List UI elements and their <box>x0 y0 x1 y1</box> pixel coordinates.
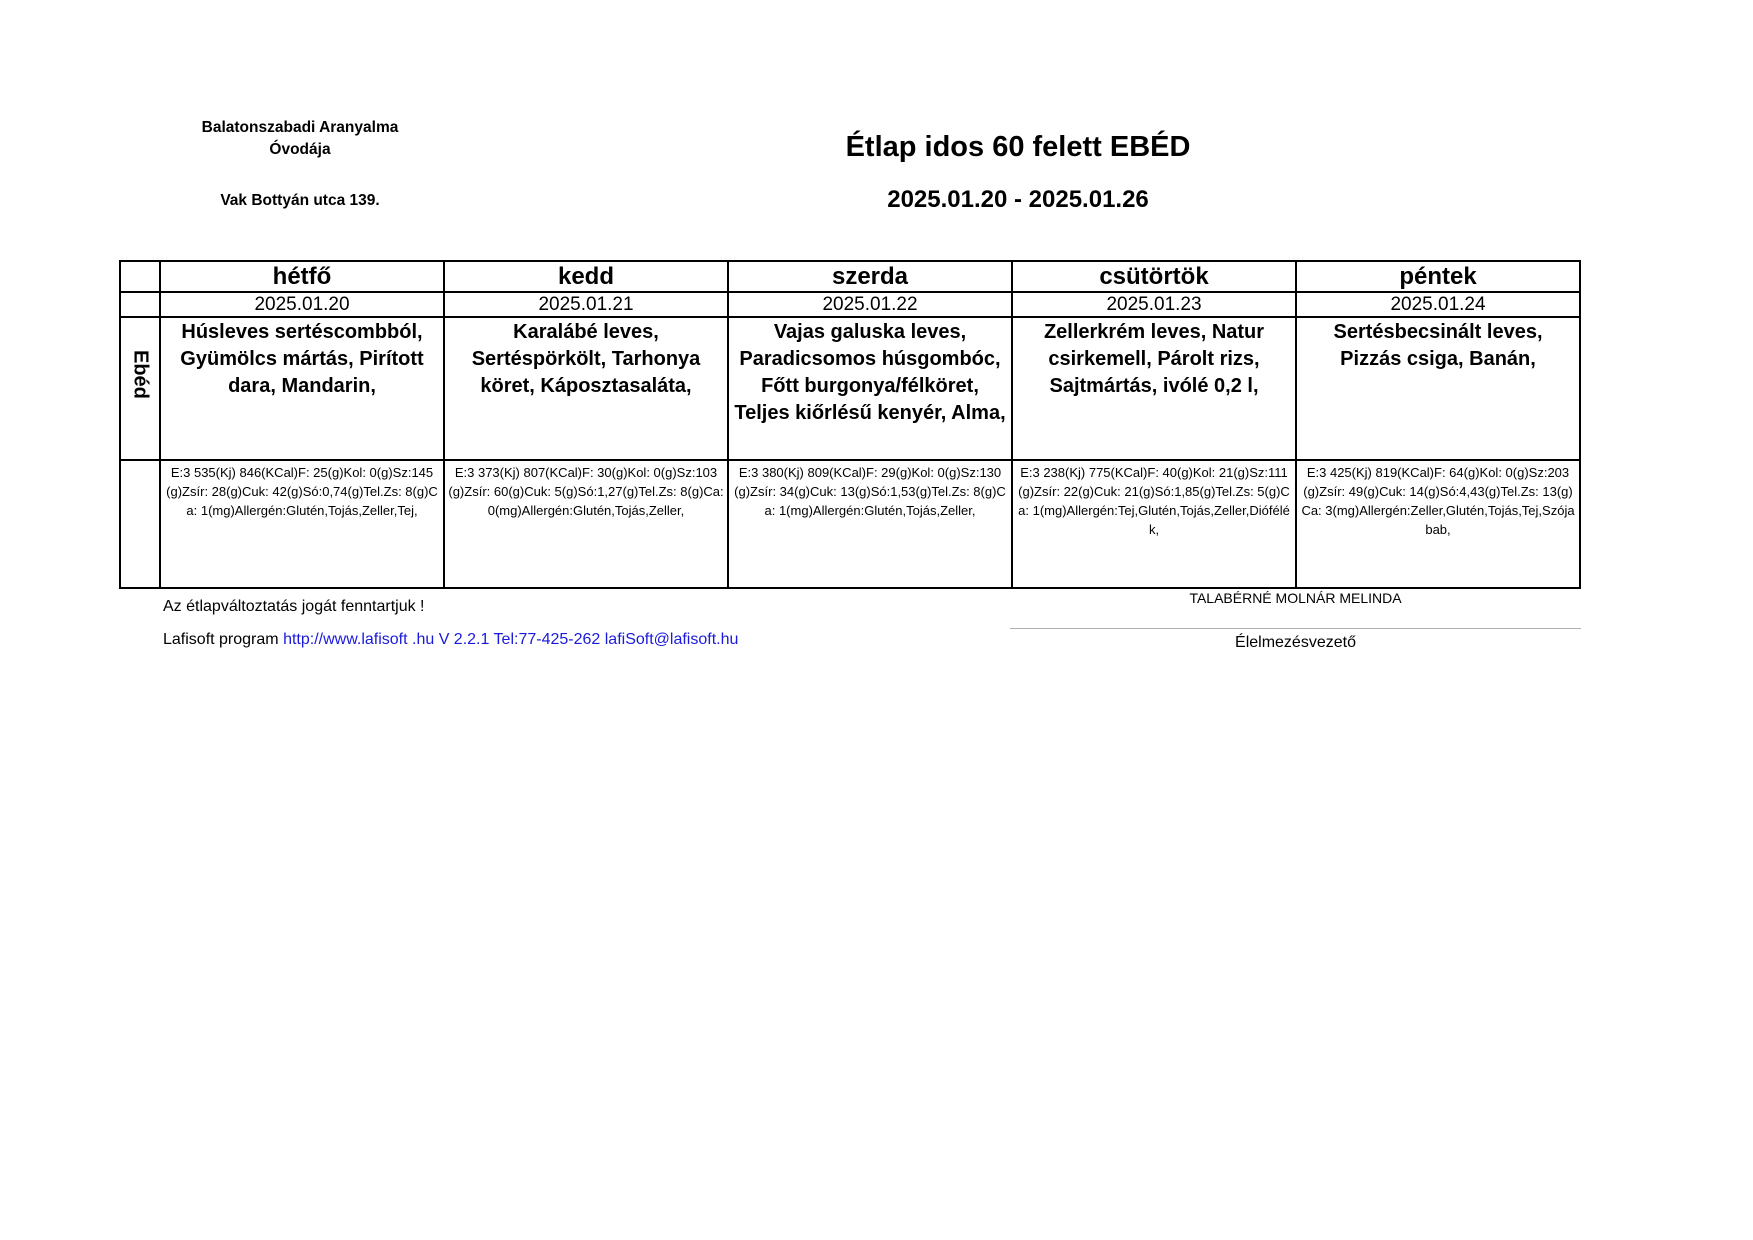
program-label: Lafisoft program <box>163 631 279 648</box>
nutrition-friday-text: E:3 425(Kj) 819(KCal)F: 64(g)Kol: 0(g)Sz:203(g)Zsír: 49(g)Cuk: 14(g)Só:4,43(g)Tel.Zs: 13(g)Ca: 3(mg)Allergén:Zeller,Glutén,Tojás,Tej,Szójabab, <box>1301 465 1575 537</box>
date-range: 2025.01.20 - 2025.01.26 <box>887 186 1149 213</box>
day-name-tuesday: kedd <box>444 261 728 292</box>
menu-table <box>119 260 1581 589</box>
day-name-monday: hétfő <box>160 261 444 292</box>
nutrition-tuesday-text: E:3 373(Kj) 807(KCal)F: 30(g)Kol: 0(g)Sz:103(g)Zsír: 60(g)Cuk: 5(g)Só:1,27(g)Tel.Zs: 8(g)Ca: 0(mg)Allergén:Glutén,Tojás,Zeller, <box>448 465 724 518</box>
meal-wednesday <box>728 317 1012 460</box>
day-name-friday: péntek <box>1296 261 1580 292</box>
date-monday: 2025.01.20 <box>160 292 444 317</box>
meal-side-label: Ebéd <box>129 349 152 399</box>
institution-address: Vak Bottyán utca 139. <box>220 192 380 209</box>
day-name-thursday: csütörtök <box>1012 261 1296 292</box>
program-info <box>163 630 738 650</box>
date-side-cell <box>120 292 160 317</box>
date-thursday: 2025.01.23 <box>1012 292 1296 317</box>
meal-wednesday-text: Vajas galuska leves, Paradicsomos húsgombóc, Főtt burgonya/félköret, Teljes kiőrlésű kenyér, Alma, <box>734 321 1006 424</box>
program-link[interactable]: http://www.lafisoft .hu V 2.2.1 Tel:77-425-262 lafiSoft@lafisoft.hu <box>283 631 739 648</box>
meal-monday-text: Húsleves sertéscombból, Gyümölcs mártás, Pirított dara, Mandarin, <box>180 321 424 397</box>
meal-thursday <box>1012 317 1296 460</box>
disclaimer-note: Az étlapváltoztatás jogát fenntartjuk ! <box>163 598 425 615</box>
page-title: Étlap idos 60 felett EBÉD <box>845 131 1191 163</box>
nutrition-wednesday-text: E:3 380(Kj) 809(KCal)F: 29(g)Kol: 0(g)Sz:130(g)Zsír: 34(g)Cuk: 13(g)Só:1,53(g)Tel.Zs: 8(g)Ca: 1(mg)Allergén:Glutén,Tojás,Zeller, <box>734 465 1006 518</box>
meal-tuesday-text: Karalábé leves, Sertéspörkölt, Tarhonya köret, Káposztasaláta, <box>471 321 701 397</box>
nutrition-wednesday <box>728 460 1012 588</box>
meal-tuesday <box>444 317 728 460</box>
nutrition-monday <box>160 460 444 588</box>
date-tuesday: 2025.01.21 <box>444 292 728 317</box>
nutrition-row <box>120 460 1580 588</box>
meal-friday <box>1296 317 1580 460</box>
nutrition-side-cell <box>120 460 160 588</box>
nutrition-thursday-text: E:3 238(Kj) 775(KCal)F: 40(g)Kol: 21(g)Sz:111(g)Zsír: 22(g)Cuk: 21(g)Só:1,85(g)Tel.Zs: 5(g)Ca: 1(mg)Allergén:Tej,Glutén,Tojás,Zeller,Diófélék, <box>1018 465 1290 537</box>
signature-line <box>1010 628 1581 629</box>
signer-role: Élelmezésvezető <box>1235 634 1356 651</box>
institution-name-line2: Óvodája <box>269 141 331 158</box>
signer-name: TALABÉRNÉ MOLNÁR MELINDA <box>1189 590 1402 606</box>
date-friday: 2025.01.24 <box>1296 292 1580 317</box>
date-wednesday: 2025.01.22 <box>728 292 1012 317</box>
day-name-row <box>120 261 1580 292</box>
nutrition-tuesday <box>444 460 728 588</box>
meal-monday <box>160 317 444 460</box>
institution-name-line1: Balatonszabadi Aranyalma <box>201 119 399 136</box>
corner-cell <box>120 261 160 292</box>
meal-side-label-cell <box>120 317 160 460</box>
nutrition-thursday <box>1012 460 1296 588</box>
meal-row <box>120 317 1580 460</box>
meal-thursday-text: Zellerkrém leves, Natur csirkemell, Párolt rizs, Sajtmártás, ivólé 0,2 l, <box>1043 321 1265 397</box>
nutrition-monday-text: E:3 535(Kj) 846(KCal)F: 25(g)Kol: 0(g)Sz:145(g)Zsír: 28(g)Cuk: 42(g)Só:0,74(g)Tel.Zs: 8(g)Ca: 1(mg)Allergén:Glutén,Tojás,Zeller,Tej, <box>166 465 438 518</box>
nutrition-friday <box>1296 460 1580 588</box>
meal-friday-text: Sertésbecsinált leves, Pizzás csiga, Banán, <box>1333 321 1543 370</box>
date-row <box>120 292 1580 317</box>
day-name-wednesday: szerda <box>728 261 1012 292</box>
institution-name <box>180 117 420 161</box>
